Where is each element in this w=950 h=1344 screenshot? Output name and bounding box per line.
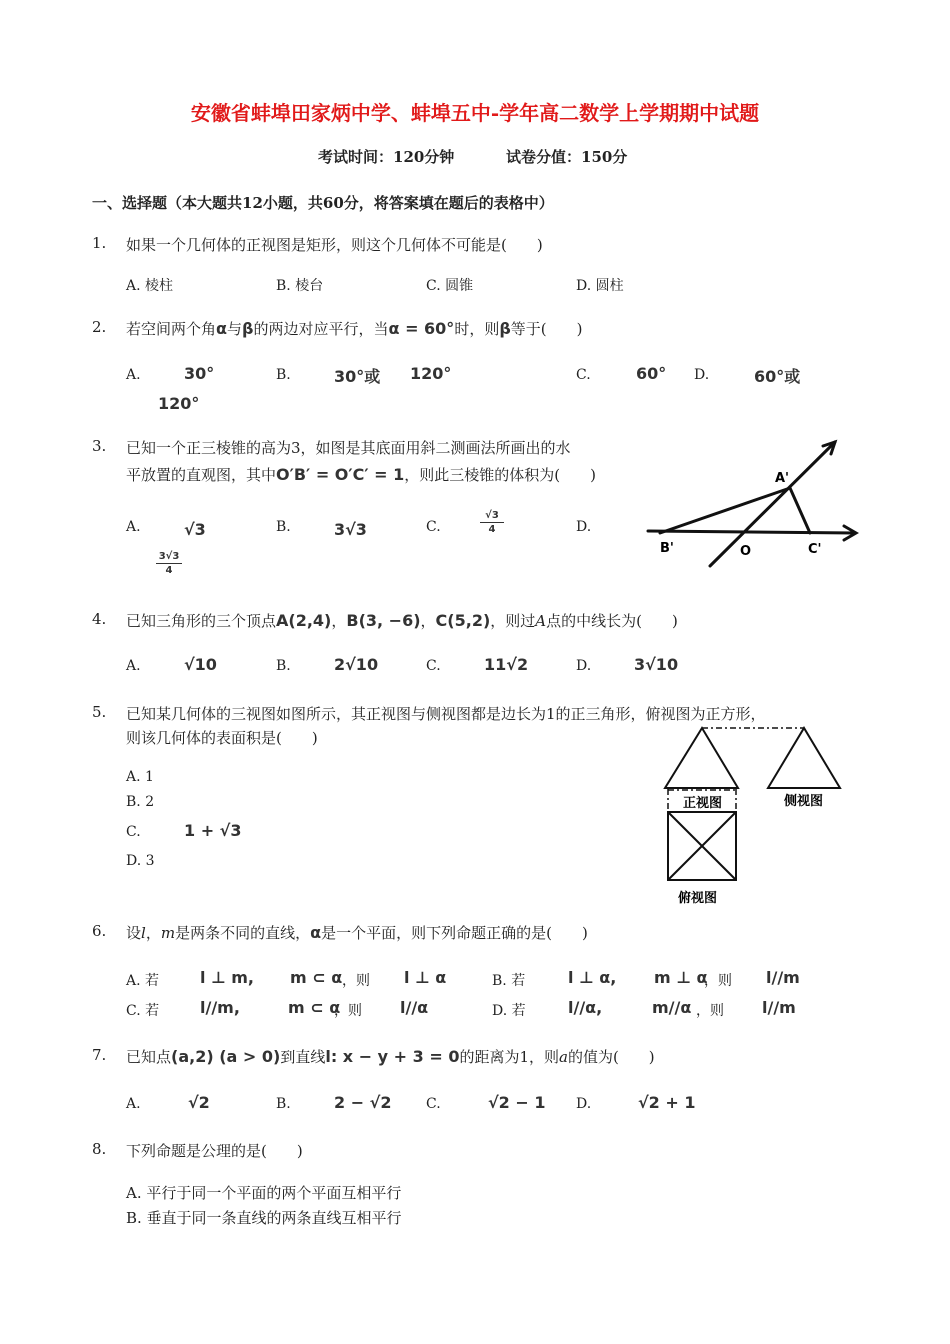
option-b: 2√10 <box>334 655 379 674</box>
page-title: 安徽省蚌埠田家炳中学、蚌埠五中-学年高二数学上学期期中试题 <box>190 101 760 125</box>
math-condition: α = 60° <box>388 319 455 338</box>
fraction-bar <box>480 522 504 523</box>
option-c: 11√2 <box>484 655 529 674</box>
question-number: 1. <box>92 234 107 252</box>
option-b-part1: l ⊥ α, <box>568 968 617 987</box>
stem-text: 等于( ) <box>510 320 583 338</box>
label-a: A' <box>775 471 790 486</box>
section-heading: 一、选择题（本大题共12小题，共60分，将答案填在题后的表格中） <box>92 194 554 212</box>
option-a-then: ，则 <box>342 973 370 989</box>
math-beta: β <box>242 319 254 338</box>
question-number: 4. <box>92 610 107 628</box>
x-axis-line <box>648 531 855 533</box>
question-number: 7. <box>92 1046 107 1064</box>
exam-time: 考试时间：120分钟 <box>318 148 455 166</box>
option-d-part1: l//α, <box>568 998 603 1017</box>
stem-text: 已知点 <box>126 1048 172 1066</box>
question-stem <box>126 1046 655 1067</box>
edge-b-a <box>660 488 790 533</box>
option-d: 3√10 <box>634 655 679 674</box>
question-stem <box>126 922 588 943</box>
option-a-letter: A. <box>126 658 141 674</box>
point-a: A(2,4) <box>276 611 332 630</box>
option-d-letter: D. <box>576 1096 592 1112</box>
option-a-letter: A. <box>126 1096 141 1112</box>
stem-text: 若空间两个角 <box>126 320 217 338</box>
option-b-part3: l//m <box>766 968 800 987</box>
italic-a: a <box>559 1048 568 1066</box>
option-b: 30°或 <box>334 367 381 386</box>
stem-text: 的距离为1，则 <box>459 1048 559 1066</box>
stem-text: 到直线 <box>280 1048 326 1066</box>
option-a: 30° <box>184 364 215 383</box>
option-a-letter: A. <box>126 367 141 383</box>
option-b: 2 − √2 <box>334 1093 392 1112</box>
option-d-part2: m//α <box>652 998 692 1017</box>
option-a-head: A. 若 <box>126 973 160 989</box>
option-a-part2: m ⊂ α <box>290 968 343 987</box>
math-condition: O′B′ = O′C′ = 1 <box>276 465 405 484</box>
option-a-part3: l ⊥ α <box>404 968 447 987</box>
question-number: 5. <box>92 703 107 721</box>
option-b-letter: B. <box>276 367 291 383</box>
option-c: √2 − 1 <box>488 1093 546 1112</box>
three-view-figure <box>660 723 846 910</box>
option-d-letter: D. <box>576 658 592 674</box>
fraction-denominator: 4 <box>165 565 173 576</box>
option-a-part1: l ⊥ m, <box>200 968 254 987</box>
option-d-then: ，则 <box>696 1003 724 1019</box>
fraction-denominator: 4 <box>488 524 496 535</box>
stem-text: 的值为( ) <box>567 1048 655 1066</box>
stem-text: ，则过 <box>490 612 536 630</box>
option-a: √10 <box>184 655 217 674</box>
top-view-label: 俯视图 <box>678 891 718 906</box>
option-d-fraction <box>156 551 182 576</box>
option-c-fraction <box>480 510 504 535</box>
option-a-letter: A. <box>126 519 141 535</box>
option-b: B. 垂直于同一条直线的两条直线互相平行 <box>126 1209 402 1227</box>
option-d-cont: 120° <box>158 394 200 413</box>
option-d-head: D. 若 <box>492 1003 526 1019</box>
option-b-letter: B. <box>276 1096 291 1112</box>
option-b-then: ，则 <box>704 973 732 989</box>
option-c-head: C. 若 <box>126 1003 160 1019</box>
stem-text: 是一个平面，则下列命题正确的是( ) <box>321 924 588 942</box>
option-b-head: B. 若 <box>492 973 526 989</box>
option-c: 1 + √3 <box>184 821 242 840</box>
question-stem <box>126 318 583 339</box>
option-b: B. 棱台 <box>276 278 324 294</box>
side-view-label: 侧视图 <box>784 794 824 809</box>
fraction-numerator: √3 <box>485 510 499 521</box>
question-stem: 下列命题是公理的是( ) <box>126 1142 303 1160</box>
option-c-letter: C. <box>426 1096 441 1112</box>
stem-text: 的两边对应平行，当 <box>253 320 389 338</box>
option-c-part2: m ⊂ α <box>288 998 341 1017</box>
option-d: 60°或 <box>754 367 801 386</box>
label-c: C' <box>808 542 822 557</box>
option-c-letter: C. <box>576 367 591 383</box>
question-number: 3. <box>92 437 107 455</box>
stem-text: ，则此三棱锥的体积为( ) <box>404 466 596 484</box>
option-c-part1: l//m, <box>200 998 240 1017</box>
option-b-letter: B. <box>276 658 291 674</box>
question-stem-line2 <box>126 464 596 485</box>
stem-text: 设 <box>126 924 142 942</box>
option-c-part3: l//α <box>400 998 429 1017</box>
question-stem: 已知三角形的三个顶点A(2,4)，B(3, −6)，C(5,2)，则过A点的中线长为( ) <box>126 611 678 630</box>
option-b-cont: 120° <box>410 364 452 383</box>
option-d: D. 3 <box>126 853 155 869</box>
question-number: 2. <box>92 318 107 336</box>
question-stem-line2: 则该几何体的表面积是( ) <box>126 729 318 747</box>
option-b: B. 2 <box>126 794 155 810</box>
option-c-letter: C. <box>126 824 141 840</box>
option-a: √2 <box>188 1093 210 1112</box>
option-d-letter: D. <box>694 367 710 383</box>
fraction-numerator: 3√3 <box>158 551 180 562</box>
stem-text: 已知三角形的三个顶点 <box>126 612 277 630</box>
oblique-projection-figure <box>640 436 865 572</box>
question-stem: 已知一个正三棱锥的高为3，如图是其底面用斜二测画法所画出的水 <box>126 439 571 457</box>
option-a: A. 平行于同一个平面的两个平面互相平行 <box>126 1184 402 1202</box>
math-line: l: x − y + 3 = 0 <box>325 1047 460 1066</box>
edge-a-c <box>790 488 810 533</box>
side-view-triangle <box>768 728 840 788</box>
option-d: √2 + 1 <box>638 1093 696 1112</box>
option-d-part3: l//m <box>762 998 796 1017</box>
point-b: B(3, −6) <box>346 611 421 630</box>
italic-l: l <box>141 924 146 942</box>
math-beta: β <box>499 319 511 338</box>
stem-text: 平放置的直观图，其中 <box>126 466 277 484</box>
option-c-then: ，则 <box>334 1003 362 1019</box>
option-d-letter: D. <box>576 519 592 535</box>
option-d: D. 圆柱 <box>576 278 624 294</box>
question-stem: 如果一个几何体的正视图是矩形，则这个几何体不可能是( ) <box>126 236 543 254</box>
label-b: B' <box>660 541 674 556</box>
option-c-letter: C. <box>426 519 441 535</box>
front-view-label: 正视图 <box>683 796 723 811</box>
stem-text: 是两条不同的直线， <box>175 924 311 942</box>
separator: ， <box>145 924 161 942</box>
italic-m: m <box>160 924 176 942</box>
question-number: 6. <box>92 922 107 940</box>
italic-a: A <box>535 612 547 630</box>
stem-text: 与 <box>227 320 243 338</box>
exam-score: 试卷分值：150分 <box>506 148 628 166</box>
point-c: C(5,2) <box>435 611 491 630</box>
fraction-bar <box>156 563 182 564</box>
stem-text: 点的中线长为( ) <box>546 612 678 630</box>
option-b: 3√3 <box>334 520 367 539</box>
label-o: O <box>740 544 752 559</box>
question-stem: 已知某几何体的三视图如图所示，其正视图与侧视图都是边长为1的正三角形，俯视图为正方形， <box>126 705 766 723</box>
math-alpha: α <box>216 319 228 338</box>
option-a: A. 1 <box>126 769 154 785</box>
front-view-triangle <box>665 728 738 788</box>
option-a: A. 棱柱 <box>126 278 174 294</box>
question-number: 8. <box>92 1140 107 1158</box>
option-c-letter: C. <box>426 658 441 674</box>
math-alpha: α <box>310 923 322 942</box>
option-a: √3 <box>184 520 206 539</box>
math-point: (a,2) (a > 0) <box>171 1047 281 1066</box>
option-b-part2: m ⊥ α <box>654 968 708 987</box>
option-c: 60° <box>636 364 667 383</box>
option-c: C. 圆锥 <box>426 278 474 294</box>
option-b-letter: B. <box>276 519 291 535</box>
stem-text: 时，则 <box>454 320 500 338</box>
